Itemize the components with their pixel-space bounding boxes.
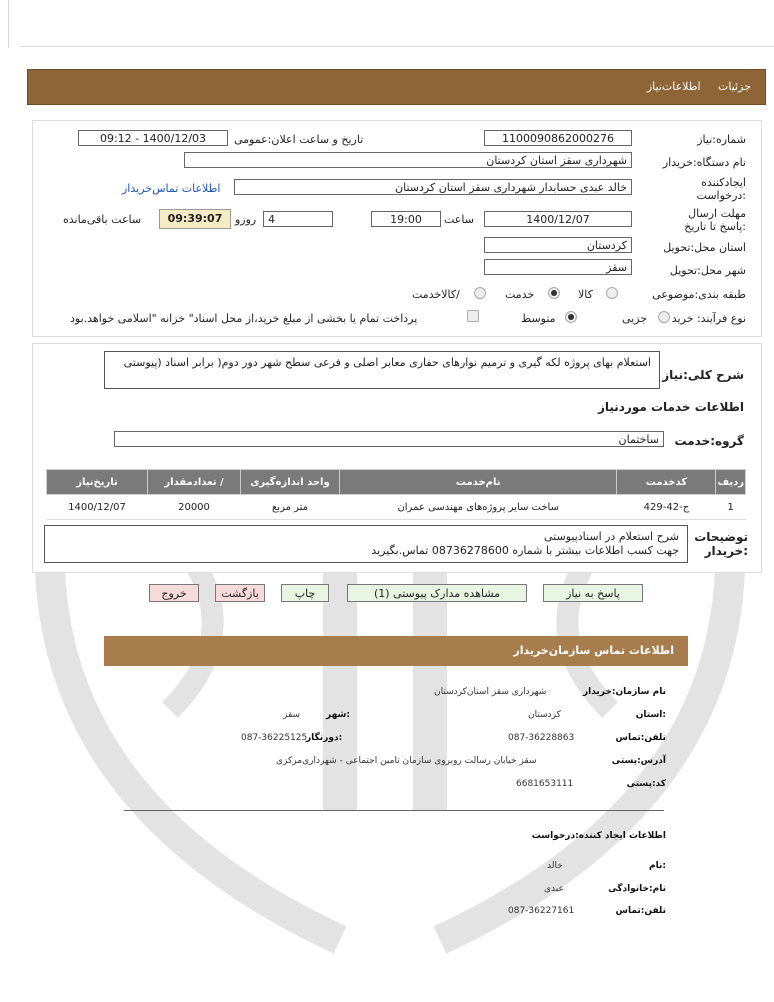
creator-family: عبدی [544,884,564,894]
cell-quantity: 20000 [148,495,241,520]
cell-need-date: 1400/12/07 [47,495,148,520]
print-button[interactable]: چاپ [281,584,329,602]
services-heading: اطلاعات خدمات موردنیاز [597,400,744,414]
org-field: شهرداری سقز استان کردستان [184,152,632,168]
cell-service-name: ساخت سایر پروژه‌های مهندسی عمران [340,495,617,520]
creator-family-label: نام:خانوادگی [608,884,666,894]
org-label: نام دستگاه:خریدار [662,156,746,169]
reply-button[interactable]: پاسخ به نیاز [543,584,643,602]
contact-postal: 6681653111 [516,779,574,789]
category-goods-radio[interactable] [606,287,618,299]
cell-service-code: ج-42-429 [617,495,716,520]
days-label: روزو [235,213,257,226]
buyer-notes-box [44,525,688,563]
contact-divider [124,810,664,811]
creator-heading: اطلاعات ایجاد کننده:درخواست [531,831,666,841]
contact-fax: 087-36225125 [241,733,308,743]
announce-field: 1400/12/03 - 09:12 [78,130,228,146]
col-need-date: تاریخ‌نیاز [47,470,148,495]
deadline-time-field: 19:00 [371,211,441,227]
creator-name: خالد [547,861,563,871]
exit-button[interactable]: خروج [149,584,199,602]
buyer-contact-link[interactable]: اطلاعات تماس‌خریدار [122,182,221,195]
tab-need-info[interactable]: اطلاعات‌نیاز [646,80,701,93]
contact-org: شهرداری سقز استان‌کردستان [434,687,547,697]
announce-label: تاریخ و ساعت اعلان:عمومی [234,133,364,146]
creator-name-label: :نام [649,861,666,871]
city-field: سقز [484,259,632,275]
need-number-label: شماره:نیاز [697,133,746,146]
back-button[interactable]: بازگشت [215,584,265,602]
contact-province: کردستان [528,710,561,720]
col-unit: واحد اندازه‌گیری [241,470,340,495]
need-number-field: 1100090862000276 [484,130,632,146]
process-medium-radio[interactable] [565,311,577,323]
description-label: شرح کلی:نیاز [662,368,744,382]
deadline-label: مهلت ارسال :پاسخ تا تاریخ [684,207,746,233]
cell-row: 1 [716,495,746,520]
buyer-notes-line-1: شرح استعلام در اسنادپیوستی [544,530,679,543]
contact-city: سقز [283,710,301,720]
buyer-notes-line-2: جهت کسب اطلاعات بیشتر با شماره 08736278600 تماس.بگیرید [371,544,679,557]
category-both-label: /کالاخدمت [412,288,460,301]
title-bar [27,69,766,105]
category-service-radio[interactable] [548,287,560,299]
services-table [46,469,746,520]
process-label: نوع فرآیند: خرید [671,312,746,325]
table-header-row [47,470,746,495]
creator-phone-label: تلفن:تماس [615,906,666,916]
province-field: کردستان [484,237,632,253]
hour-label: ساعت [444,213,474,226]
contact-heading: اطلاعات تماس سازمان‌خریدار [513,644,674,657]
city-label: شهر محل:تحویل [669,264,746,277]
contact-city-label: :شهر [326,710,350,720]
remaining-label: ساعت باقی‌مانده [63,213,142,226]
buyer-notes-label: توضیحات :خریدار [694,530,748,558]
contact-fax-label: :دورنگار [306,733,343,743]
creator-phone: 087-36227161 [508,906,575,916]
table-row [47,495,746,520]
process-small-radio[interactable] [658,311,670,323]
col-service-name: نام‌خدمت [340,470,617,495]
contact-section-bar [104,636,688,666]
col-service-code: کدخدمت [617,470,716,495]
contact-address-label: آدرس:پستی [611,756,666,766]
process-medium-label: متوسط [521,312,556,325]
col-quantity: / تعدادمقدار [148,470,241,495]
category-label: طبقه بندی:موضوعی [652,288,746,301]
cell-unit: متر مربع [241,495,340,520]
category-goods-label: کالا [578,288,593,301]
col-row: ردیف [716,470,746,495]
category-both-radio[interactable] [474,287,486,299]
service-group-field: ساختمان [114,431,664,447]
treasury-payment-checkbox[interactable] [467,310,479,322]
view-attachments-button[interactable]: مشاهده مدارک پیوستی (1) [347,584,527,602]
treasury-payment-label: پرداخت تمام یا بخشی از مبلغ خرید،از محل اسناد" خزانه "اسلامی خواهد.بود [70,312,418,325]
days-field: 4 [263,211,333,227]
description-box: استعلام بهای پروژه لکه گیری و ترمیم نوارهای حفاری معابر اصلی و فرعی سطح شهر دور دوم( برابر اسناد (پیوستی [104,351,660,389]
deadline-date-field: 1400/12/07 [484,211,632,227]
contact-address: سقز خیابان رسالت روبروی سازمان تامین اجتماعی - شهرداری‌مرکزی [276,756,537,766]
contact-org-label: نام سازمان:خریدار [582,687,666,697]
creator-label: ایجادکننده :درخواست [696,176,746,202]
contact-postal-label: کد:پستی [626,779,666,789]
creator-field: خالد عبدی حسابدار شهرداری سقز استان کردستان [234,179,632,195]
service-group-label: گروه:خدمت [674,434,744,448]
contact-province-label: :استان [635,710,666,720]
process-small-label: جزیی [622,312,648,325]
province-label: استان محل:تحویل [663,241,746,254]
remaining-timer: 09:39:07 [159,209,231,229]
tab-details[interactable]: جزئیات [718,80,751,93]
page-edge-line [8,0,9,48]
contact-phone-label: تلفن:تماس [615,733,666,743]
category-service-label: خدمت [505,288,535,301]
contact-phone: 087-36228863 [508,733,575,743]
header-divider [20,46,774,47]
